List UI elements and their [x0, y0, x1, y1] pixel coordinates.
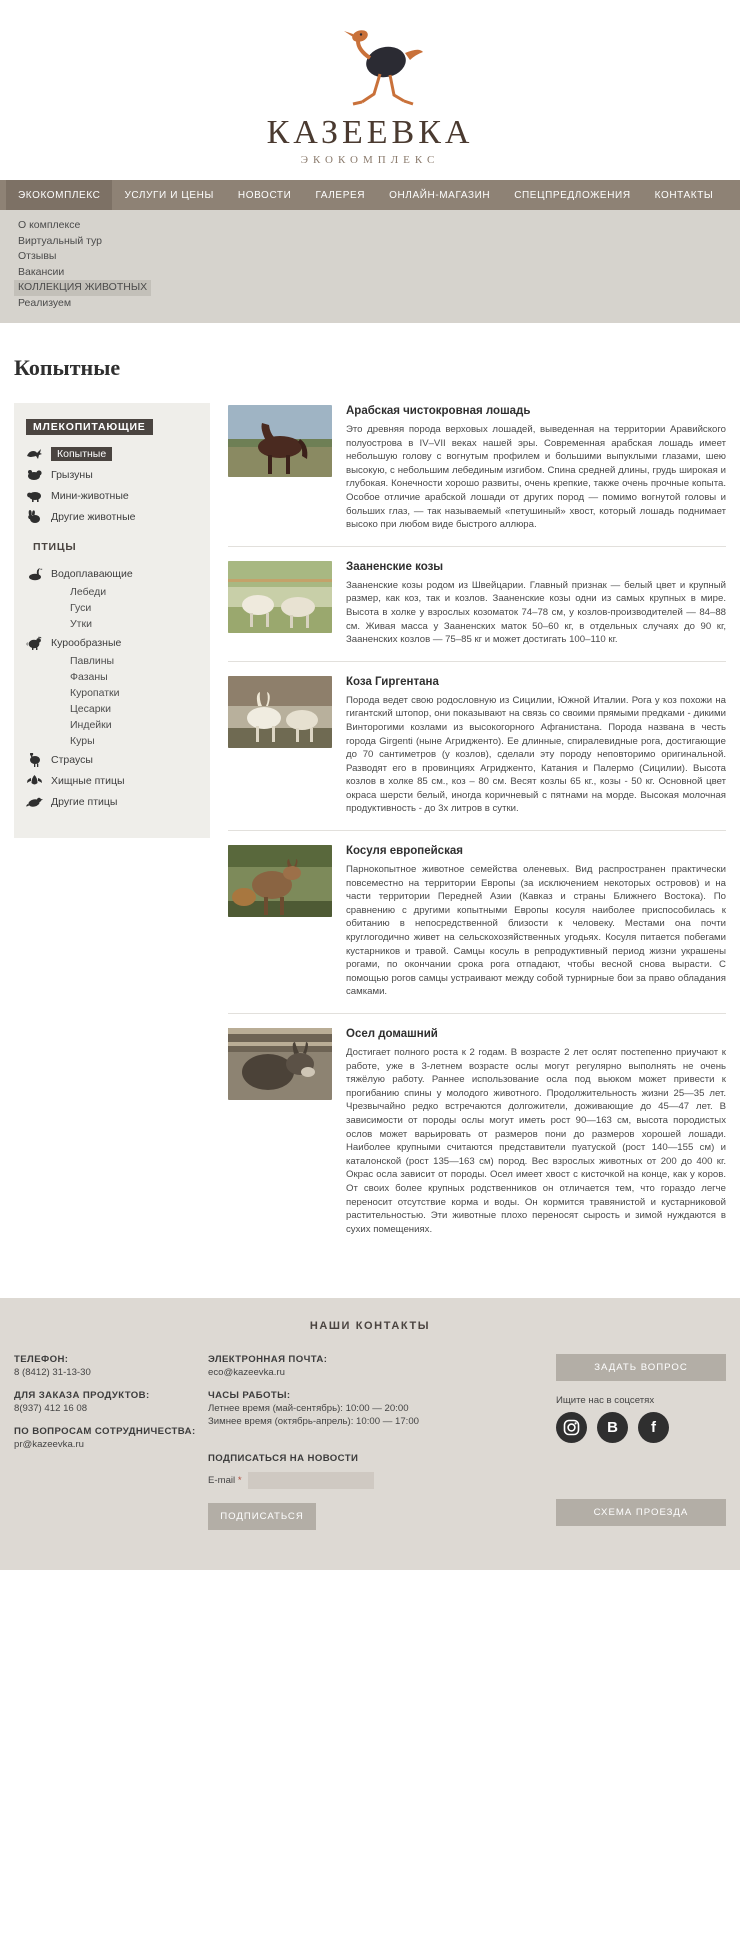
footer-actions-column [556, 1354, 726, 1530]
cooperation-label: ПО ВОПРОСАМ СОТРУДНИЧЕСТВА: [14, 1426, 196, 1438]
email-value[interactable]: eco@kazeevka.ru [208, 1367, 285, 1379]
sidebar-subitem-turkeys[interactable]: Индейки [70, 719, 112, 731]
saanen-goats-photo[interactable] [228, 561, 332, 633]
girgentana-goat-photo[interactable] [228, 676, 332, 748]
animal-description: Достигает полного роста к 2 годам. В возрасте 2 лет ослят постепенно приучают к работе, уже в 3-летнем возрасте ослы могут регулярно выполнять не очень тяжёлую работу. Раннее использование осла под вьюком может привести к прогибанию спины у молодого животного. Продолжительность жизни 25—35 лет. Чрезвычайно редко встречаются долгожители, доживающие до 45—47 лет. В зависимости от породы ослы могут иметь рост 90—163 см, высота породистых ослов может варьировать от размеров пони до размеров хорошей лошади. Наиболее крупными считаются представители пуатуской (рост 140—155 см) и каталонской (рост 135—163 см) пород. Вес взрослых животных от 200 до 400 кг. Окрас осла зависит от породы. Осел имеет хвост с кисточкой на конце, как у коров. От своих более крупных родственников он отличается тем, что гораздо легче переносит отсутствие корма и воды. Он кормится травянистой и кустарниковой растительностью. Эти животные плохо переносят сырость и зимой нуждаются в сухих помещениях. [346, 1047, 726, 1235]
animal-description: Это древняя порода верховых лошадей, выведенная на территории Аравийского полуострова в IV–VII веках нашей эры. Современная арабская лошадь имеет небольшую голову с вогнутым профилем и большими выпуклыми глазами, шею высокую, с небольшим лебединым изгибом. Спина средней длины, грудь широкая и глубокая. Конечности хорошо развиты, очень крепкие, также очень прочные копыта. Особое отличие арабской лошади от других пород — помимо вогнутой головы и больших глаз, — так называемый «петушиный» хвост, который лошадь поднимает высоко при любом виде быстрого аллюра. [346, 424, 726, 531]
animal-card [228, 405, 726, 547]
footer-title: НАШИ КОНТАКТЫ [309, 1320, 431, 1333]
mini-animal-icon [26, 488, 43, 503]
sidebar-item-label: Другие птицы [51, 795, 118, 808]
nav-item-galereya[interactable]: ГАЛЕРЕЯ [315, 189, 366, 201]
site-header [0, 0, 740, 180]
email-label: ЭЛЕКТРОННАЯ ПОЧТА: [208, 1354, 328, 1366]
email-field-label: E-mail * [208, 1475, 242, 1487]
sidebar-item-label: Копытные [51, 447, 112, 461]
animal-card [228, 676, 726, 831]
animal-title: Косуля европейская [346, 845, 463, 858]
animal-description: Парнокопытное животное семейства оленевых. Вид распространен практически повсеместно на территории Европы (за исключением некоторых островов) и на части территории Передней Азии (Кавказ и страны Ближнего Востока). По сравнению с другими копытными Европы косуля наиболее приспособилась к обитанию в непосредственной близости к человеку. Местами она почти круглогодично живет на сельскохозяйственных угодьях. Косуля питается побегами кустарников и травой. Самцы косуль в репродуктивный период жизни украшены рогами, по окончании срока рога отпадают, чтобы весной снова вырасти. С помощью рогов самцы устраивают между собой турнирные бои за право обладания самками. [346, 864, 726, 998]
order-value: 8(937) 412 16 08 [14, 1403, 88, 1415]
subnav-item-o-komplekse[interactable]: О комплексе [18, 219, 81, 231]
nav-item-ekokompleks[interactable]: ЭКОКОМПЛЕКС [6, 180, 112, 210]
sidebar-item-label: Грызуны [51, 468, 93, 481]
footer-contacts-column [14, 1354, 198, 1530]
brand-title: КАЗЕЕВКА [266, 114, 474, 151]
page-title: Копытные [14, 355, 121, 380]
animal-title: Коза Гиргентана [346, 675, 439, 688]
required-marker: * [237, 1475, 242, 1487]
rabbit-icon [26, 509, 43, 524]
footer-details-column [208, 1354, 546, 1530]
subscribe-title: ПОДПИСАТЬСЯ НА НОВОСТИ [208, 1453, 359, 1465]
sidebar-item-birds-of-prey[interactable] [14, 770, 210, 791]
animal-card [228, 1028, 726, 1250]
ask-question-button[interactable]: ЗАДАТЬ ВОПРОС [556, 1354, 726, 1381]
subnav-item-kollekciya-zhivotnyh[interactable]: КОЛЛЕКЦИЯ ЖИВОТНЫХ [14, 280, 151, 296]
sidebar-subitem-pheasants[interactable]: Фазаны [70, 671, 108, 683]
sidebar-item-hoofed[interactable] [14, 443, 210, 464]
hours-label: ЧАСЫ РАБОТЫ: [208, 1390, 291, 1402]
route-map-button[interactable]: СХЕМА ПРОЕЗДА [556, 1499, 726, 1526]
sidebar-subitem-ducks[interactable]: Утки [70, 618, 92, 630]
sidebar-subitem-peacocks[interactable]: Павлины [70, 655, 115, 667]
subscribe-button[interactable]: ПОДПИСАТЬСЯ [208, 1503, 316, 1530]
ostrich-icon [0, 28, 740, 110]
sidebar-item-waterfowl[interactable] [14, 563, 210, 584]
sidebar-item-label: Водоплавающие [51, 567, 133, 580]
rodent-icon [26, 467, 43, 482]
animal-list [228, 403, 726, 1264]
sidebar-item-galliformes[interactable] [14, 632, 210, 653]
ostrich-small-icon [26, 752, 43, 767]
animal-description: Зааненские козы родом из Швейцарии. Главный признак — белый цвет и крупный размер, как коз, так и козлов. Зааненские козы одни из самых крупных в мире. Высота в холке у взрослых козоматок 74–78 см, у козлов-производителей — 84–88 см. Живая масса у Зааненских маток 50–60 кг, в отдельных случаях до 90 кг, Зааненских козлов — 75–85 кг и может достигать 100–110 кг. [346, 579, 726, 646]
sidebar-item-other-animals[interactable] [14, 506, 210, 527]
phone-label: ТЕЛЕФОН: [14, 1354, 69, 1366]
sidebar-item-label: Курообразные [51, 636, 122, 649]
animal-title: Арабская чистокровная лошадь [346, 405, 531, 417]
sub-navigation [0, 210, 740, 323]
animal-title: Зааненские козы [346, 560, 444, 573]
phone-value: 8 (8412) 31-13-30 [14, 1367, 91, 1379]
sidebar-item-label: Мини-животные [51, 489, 129, 502]
domestic-donkey-photo[interactable] [228, 1028, 332, 1100]
content-area [0, 381, 740, 1264]
sidebar-subitem-chickens[interactable]: Куры [70, 735, 95, 747]
subscribe-form [208, 1472, 546, 1489]
order-label: ДЛЯ ЗАКАЗА ПРОДУКТОВ: [14, 1390, 150, 1402]
sidebar-subitem-swans[interactable]: Лебеди [70, 586, 107, 598]
waterfowl-icon [26, 566, 43, 581]
site-footer [0, 1298, 740, 1570]
arabian-horse-photo[interactable] [228, 405, 332, 477]
sidebar-subitem-guineafowl[interactable]: Цесарки [70, 703, 111, 715]
instagram-icon[interactable] [556, 1412, 587, 1443]
galliformes-icon [26, 635, 43, 650]
hours-summer: Летнее время (май-сентябрь): 10:00 — 20:00 [208, 1403, 409, 1415]
sidebar-item-label: Страусы [51, 753, 93, 766]
sidebar-group-birds: ПТИЦЫ [33, 541, 77, 553]
subnav-item-virtualnyy-tur[interactable]: Виртуальный тур [18, 234, 102, 247]
sidebar-subitem-geese[interactable]: Гуси [70, 602, 92, 614]
nav-item-online-magazin[interactable]: ОНЛАЙН-МАГАЗИН [389, 189, 491, 201]
vk-icon[interactable]: B [597, 1412, 628, 1443]
cooperation-email[interactable]: pr@kazeevka.ru [14, 1439, 84, 1451]
nav-item-novosti[interactable]: НОВОСТИ [237, 189, 292, 201]
facebook-icon[interactable]: f [638, 1412, 669, 1443]
sidebar-item-mini-animals[interactable] [14, 485, 210, 506]
subnav-item-vakansii[interactable]: Вакансии [18, 265, 65, 278]
socials-label: Ищите нас в соцсетях [556, 1395, 655, 1407]
email-field[interactable] [248, 1472, 374, 1489]
main-navigation [0, 180, 740, 210]
nav-item-specpredlozheniya[interactable]: СПЕЦПРЕДЛОЖЕНИЯ [514, 189, 631, 201]
nav-item-kontakty[interactable]: КОНТАКТЫ [654, 189, 714, 201]
bird-of-prey-icon [26, 773, 43, 788]
social-links [556, 1412, 726, 1443]
sidebar-item-rodents[interactable] [14, 464, 210, 485]
brand-subtitle: ЭКОКОМПЛЕКС [300, 154, 440, 166]
subnav-item-otzyvy[interactable]: Отзывы [18, 250, 57, 262]
animal-card [228, 845, 726, 1014]
sidebar-item-other-birds[interactable] [14, 791, 210, 812]
sidebar-group-mammals: МЛЕКОПИТАЮЩИЕ [26, 419, 153, 435]
sidebar-item-label: Хищные птицы [51, 774, 125, 787]
hoofed-animal-icon [26, 446, 43, 461]
sidebar-item-ostriches[interactable] [14, 749, 210, 770]
animal-card [228, 561, 726, 662]
animal-title: Осел домашний [346, 1028, 438, 1040]
sidebar-item-label: Другие животные [51, 510, 136, 523]
sidebar-subitem-partridges[interactable]: Куропатки [70, 687, 120, 699]
category-sidebar [14, 403, 210, 838]
subnav-item-realizuem[interactable]: Реализуем [18, 296, 72, 309]
hours-winter: Зимнее время (октябрь-апрель): 10:00 — 17:00 [208, 1416, 420, 1428]
nav-item-uslugi-i-ceny[interactable]: УСЛУГИ И ЦЕНЫ [124, 189, 214, 201]
animal-description: Порода ведет свою родословную из Сицилии, Южной Италии. Рога у коз похожи на гигантский штопор, они показывают на связь со своими прямыми предками - дикими Винторогими козлами из высокогорного Афганистана. Порода названа в честь города Girgenti (ныне Агридженто). Ее длинные, спиралевидные рога, достигающие до 70 сантиметров (у козлов), сделали эту породу неповторимо оригинальной. Разводят его в провинциях Агридженто, Катания и Палермо (Сицилии). Высота козлов в холке 85 см., коз – 80 см. Весят козлы 65 кг., козы - 50 кг. Основной цвет окраса шерсти белый, иногда коричневый с пятнами на морде. Высокая молочная продуктивность - до 3х литров в сутки. [346, 694, 726, 815]
other-bird-icon [26, 794, 43, 809]
roe-deer-photo[interactable] [228, 845, 332, 917]
